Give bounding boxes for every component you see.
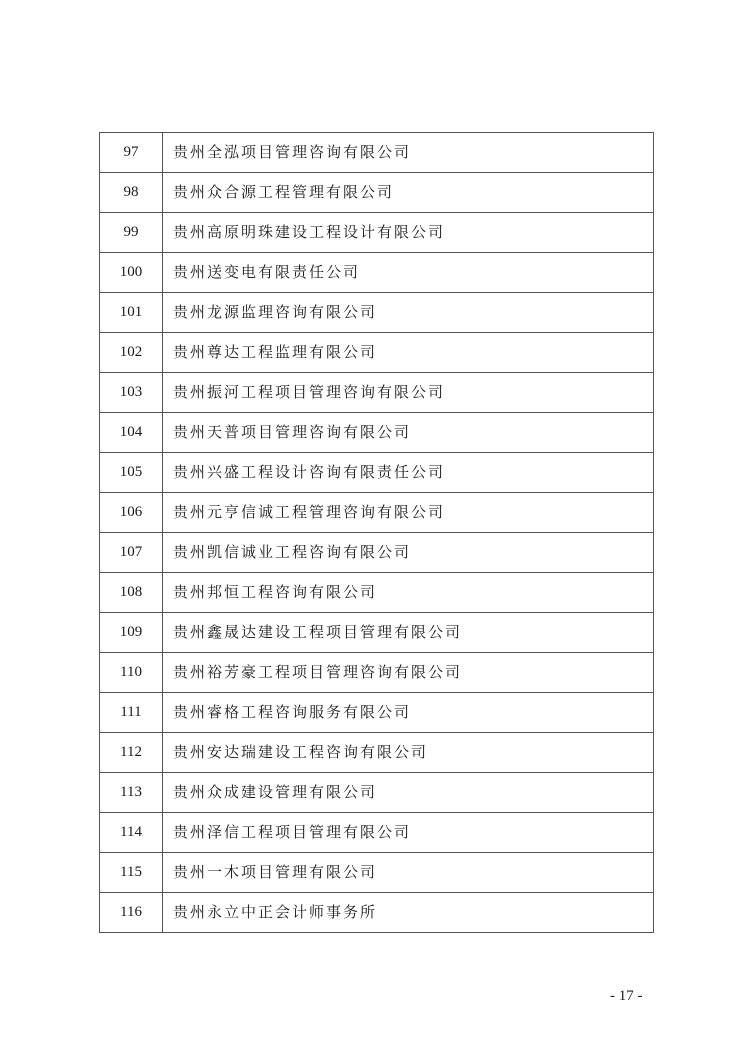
company-name-cell: 贵州永立中正会计师事务所 — [163, 893, 654, 933]
row-number-cell: 97 — [100, 133, 163, 173]
table-row — [100, 773, 654, 813]
table-row — [100, 413, 654, 453]
table-row — [100, 333, 654, 373]
table-row — [100, 293, 654, 333]
row-number-cell: 108 — [100, 573, 163, 613]
company-list-body — [100, 133, 654, 933]
company-name-cell: 贵州元亨信诚工程管理咨询有限公司 — [163, 493, 654, 533]
row-number-cell: 114 — [100, 813, 163, 853]
row-number-cell: 99 — [100, 213, 163, 253]
company-name-cell: 贵州振河工程项目管理咨询有限公司 — [163, 373, 654, 413]
row-number-cell: 100 — [100, 253, 163, 293]
table-row — [100, 453, 654, 493]
table-row — [100, 573, 654, 613]
row-number-cell: 116 — [100, 893, 163, 933]
page-number: - 17 - — [610, 988, 643, 1004]
table-row — [100, 653, 654, 693]
row-number-cell: 103 — [100, 373, 163, 413]
table-row — [100, 853, 654, 893]
row-number-cell: 109 — [100, 613, 163, 653]
table-row — [100, 213, 654, 253]
row-number-cell: 105 — [100, 453, 163, 493]
table-row — [100, 613, 654, 653]
row-number-cell: 107 — [100, 533, 163, 573]
table-row — [100, 373, 654, 413]
company-name-cell: 贵州睿格工程咨询服务有限公司 — [163, 693, 654, 733]
row-number-cell: 113 — [100, 773, 163, 813]
company-name-cell: 贵州送变电有限责任公司 — [163, 253, 654, 293]
company-name-cell: 贵州裕芳豪工程项目管理咨询有限公司 — [163, 653, 654, 693]
company-name-cell: 贵州泽信工程项目管理有限公司 — [163, 813, 654, 853]
company-name-cell: 贵州尊达工程监理有限公司 — [163, 333, 654, 373]
row-number-cell: 106 — [100, 493, 163, 533]
row-number-cell: 115 — [100, 853, 163, 893]
company-name-cell: 贵州兴盛工程设计咨询有限责任公司 — [163, 453, 654, 493]
company-name-cell: 贵州众成建设管理有限公司 — [163, 773, 654, 813]
company-name-cell: 贵州天普项目管理咨询有限公司 — [163, 413, 654, 453]
company-name-cell: 贵州鑫晟达建设工程项目管理有限公司 — [163, 613, 654, 653]
company-name-cell: 贵州凯信诚业工程咨询有限公司 — [163, 533, 654, 573]
table-row — [100, 693, 654, 733]
company-name-cell: 贵州高原明珠建设工程设计有限公司 — [163, 213, 654, 253]
company-name-cell: 贵州安达瑞建设工程咨询有限公司 — [163, 733, 654, 773]
table-row — [100, 813, 654, 853]
table-row — [100, 533, 654, 573]
row-number-cell: 102 — [100, 333, 163, 373]
company-name-cell: 贵州邦恒工程咨询有限公司 — [163, 573, 654, 613]
table-row — [100, 893, 654, 933]
company-name-cell: 贵州众合源工程管理有限公司 — [163, 173, 654, 213]
table-row — [100, 253, 654, 293]
table-row — [100, 493, 654, 533]
row-number-cell: 101 — [100, 293, 163, 333]
row-number-cell: 111 — [100, 693, 163, 733]
row-number-cell: 112 — [100, 733, 163, 773]
company-name-cell: 贵州全泓项目管理咨询有限公司 — [163, 133, 654, 173]
table-row — [100, 133, 654, 173]
row-number-cell: 110 — [100, 653, 163, 693]
company-name-cell: 贵州一木项目管理有限公司 — [163, 853, 654, 893]
table-row — [100, 173, 654, 213]
table-row — [100, 733, 654, 773]
company-list-table — [99, 132, 654, 933]
company-name-cell: 贵州龙源监理咨询有限公司 — [163, 293, 654, 333]
row-number-cell: 104 — [100, 413, 163, 453]
row-number-cell: 98 — [100, 173, 163, 213]
